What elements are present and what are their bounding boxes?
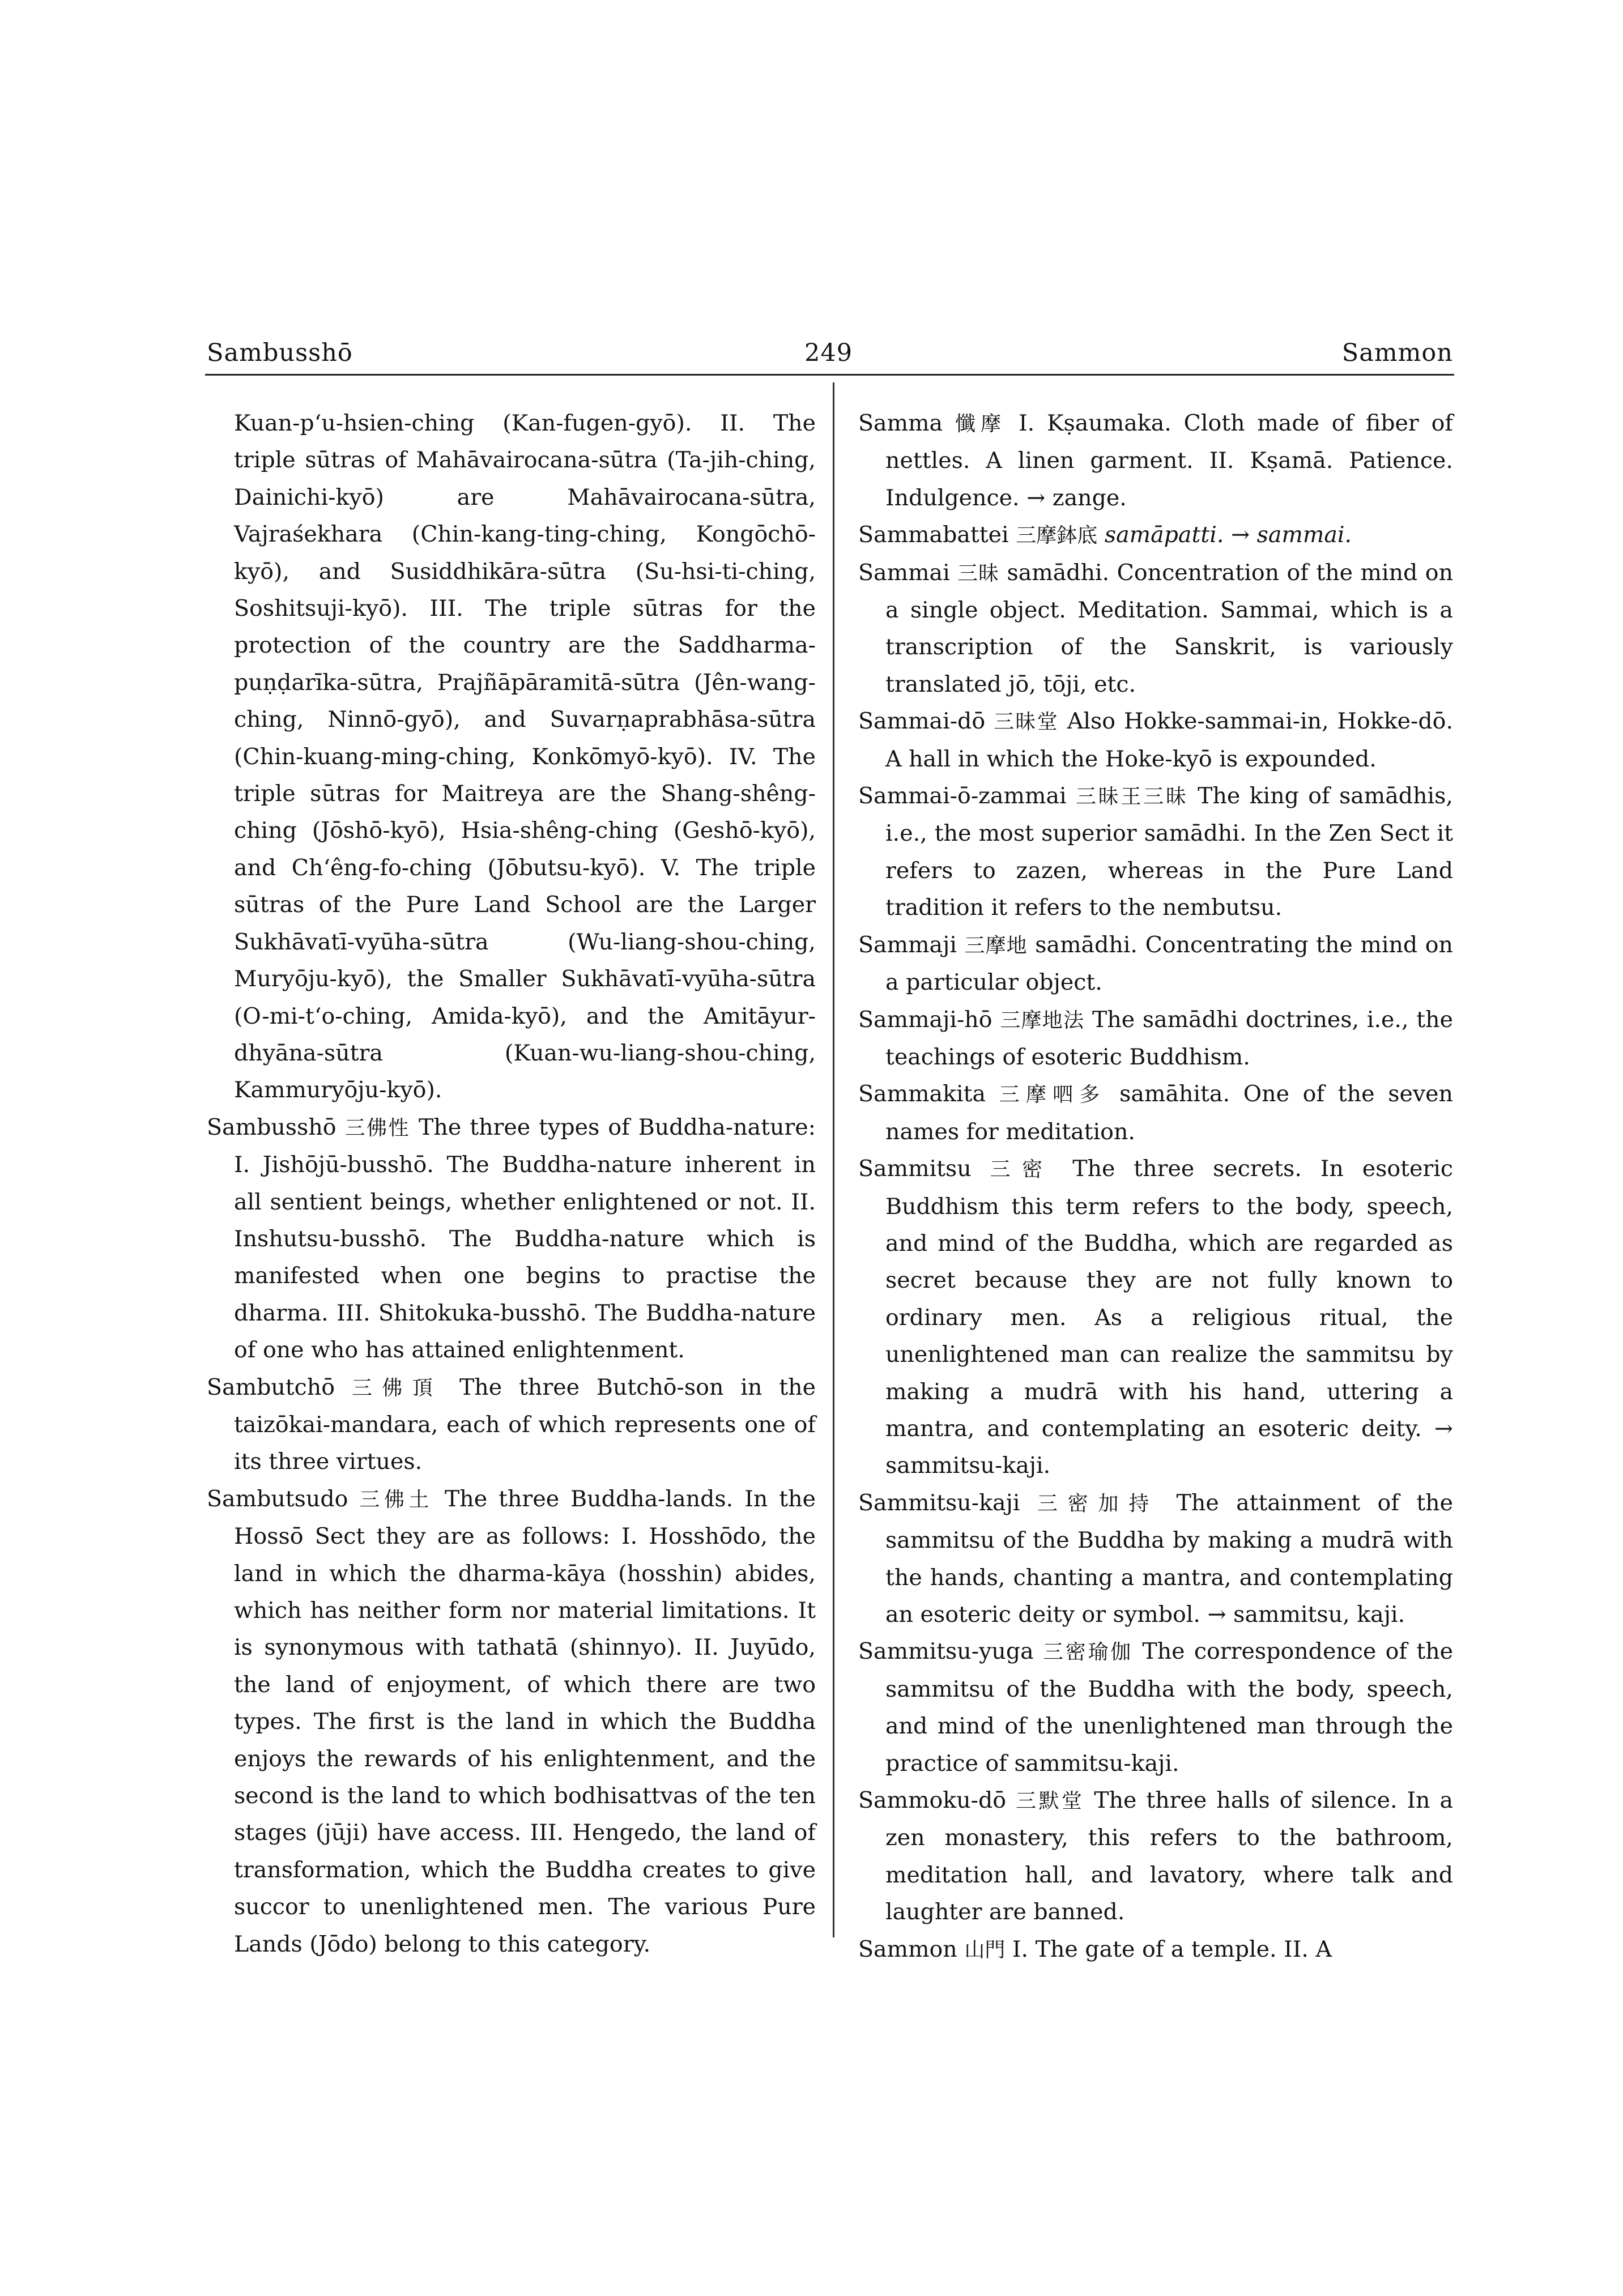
entry-definition: I. Kṣaumaka. Cloth made of fiber of nettles. A linen garment. II. Kṣamā. Patience. Indulgence. → zange.	[885, 410, 1453, 511]
entry-headword: Sammai-ō-zammai	[858, 783, 1067, 810]
column-divider	[833, 382, 834, 1937]
entry-sambutcho	[207, 1369, 816, 1481]
entry-definition: Also Hokke-sammai-in, Hokke-dō. A hall in which the Hoke-kyō is expounded.	[885, 708, 1453, 772]
entry-samma	[858, 405, 1453, 517]
entry-definition: samāhita. One of the seven names for meditation.	[885, 1081, 1453, 1145]
entry-sammakita	[858, 1076, 1453, 1151]
page-number: 249	[804, 339, 853, 367]
entry-headword: Samma	[858, 410, 943, 436]
entry-definition: The king of samādhis, i.e., the most superior samādhi. In the Zen Sect it refers to zazen, whereas in the Pure Land tradition it refers to the nembutsu.	[885, 783, 1453, 921]
entry-kanji: 三默堂	[1016, 1790, 1085, 1813]
entry-kanji: 三佛性	[344, 1116, 410, 1140]
entry-definition: The attainment of the sammitsu of the Buddha by making a mudrā with the hands, chanting a mantra, and contemplating an esoteric deity or symbol. → sammitsu, kaji.	[885, 1489, 1454, 1628]
entry-definition: samādhi. Concentration of the mind on a single object. Meditation. Sammai, which is a transcription of the Sanskrit, is variously translated jō, tōji, etc.	[885, 559, 1454, 697]
entry-headword: Sammaji-hō	[858, 1006, 992, 1033]
entry-headword: Sammai	[858, 559, 950, 586]
entry-sammaji	[858, 927, 1453, 1002]
entry-sambutsudo	[207, 1481, 816, 1963]
running-head-right: Sammon	[1341, 339, 1453, 367]
entry-headword: Sammitsu	[858, 1156, 972, 1182]
entry-sammabattei	[858, 517, 1453, 554]
entry-definition: I. The gate of a temple. II. A	[1012, 1936, 1332, 1962]
entry-kanji: 三摩呬多	[999, 1083, 1106, 1107]
entry-kanji: 三昧	[957, 561, 999, 585]
running-head-left: Sambusshō	[207, 339, 353, 367]
entry-definition: samādhi. Concentrating the mind on a particular object.	[885, 931, 1453, 996]
entry-headword: Sammaji	[858, 931, 957, 958]
entry-kanji: 三密加持	[1037, 1492, 1160, 1515]
entry-headword: Sammabattei	[858, 522, 1009, 548]
entry-kanji: 三昧王三昧	[1075, 785, 1189, 809]
entry-kanji: 三佛頂	[351, 1376, 443, 1400]
entry-headword: Sammoku-dō	[858, 1787, 1007, 1814]
continued-entry-text: Kuan-p‘u-hsien-ching (Kan-fugen-gyō). II. The triple sūtras of Mahāvairocana-sūtra (Ta-jih-ching, Dainichi-kyō) are Mahāvairocana-sūtra, Vajraśekhara (Chin-kang-ting-ching, Kongōchō-kyō), and Susiddhikāra-sūtra (Su-hsi-ti-ching, Soshitsuji-kyō). III. The triple sūtras for the protection of the country are the Saddharma-puṇḍarīka-sūtra, Prajñāpāramitā-sūtra (Jên-wang-ching, Ninnō-gyō), and Suvarṇaprabhāsa-sūtra (Chin-kuang-ming-ching, Konkōmyō-kyō). IV. The triple sūtras for Maitreya are the Shang-shêng-ching (Jōshō-kyō), Hsia-shêng-ching (Geshō-kyō), and Ch‘êng-fo-ching (Jōbutsu-kyō). V. The triple sūtras of the Pure Land School are the Larger Sukhāvatī-vyūha-sūtra (Wu-liang-shou-ching, Muryōju-kyō), the Smaller Sukhāvatī-vyūha-sūtra (O-mi-t‘o-ching, Amida-kyō), and the Amitāyur-dhyāna-sūtra (Kuan-wu-liang-shou-ching, Kammuryōju-kyō).	[234, 410, 816, 1104]
entry-headword: Sammon	[858, 1936, 957, 1962]
entry-sammon	[858, 1931, 1453, 1969]
header-rule	[205, 374, 1454, 376]
entry-definition: The three Butchō-son in the taizōkai-mandara, each of which represents one of its three virtues.	[234, 1374, 816, 1475]
entry-kanji: 三密	[990, 1158, 1054, 1182]
entry-headword: Sammai-dō	[858, 708, 986, 735]
entry-sammitsu-yuga	[858, 1633, 1453, 1782]
entry-kanji: 三摩鉢底	[1016, 524, 1098, 548]
entry-sammaji-ho	[858, 1002, 1453, 1076]
entry-kanji: 山門	[964, 1938, 1006, 1962]
entry-kanji: 三摩地法	[1000, 1008, 1085, 1032]
entry-headword: Sambusshō	[207, 1114, 336, 1140]
entry-kanji: 三摩地	[964, 934, 1028, 957]
entry-kanji: 三密瑜伽	[1043, 1641, 1134, 1664]
entry-definition: samāpatti. → sammai.	[1104, 522, 1352, 548]
entry-definition: The samādhi doctrines, i.e., the teachings of esoteric Buddhism.	[885, 1006, 1453, 1070]
entry-headword: Sammakita	[858, 1081, 986, 1107]
left-column	[207, 405, 816, 1963]
entry-headword: Sambutchō	[207, 1374, 335, 1400]
entry-kanji: 三昧堂	[994, 710, 1059, 734]
entry-sammoku-do	[858, 1782, 1453, 1931]
entry-sammai-do	[858, 703, 1453, 778]
entry-definition: The correspondence of the sammitsu of the Buddha with the body, speech, and mind of the unenlightened man through the practice of sammitsu-kaji.	[885, 1638, 1454, 1777]
entry-definition: The three secrets. In esoteric Buddhism this term refers to the body, speech, and mind of the Buddha, which are regarded as secret because they are not fully known to ordinary men. As a religious ritual, the unenlightened man can realize the sammitsu by making a mudrā with his hand, uttering a mantra, and contemplating an esoteric deity. → sammitsu-kaji.	[885, 1156, 1454, 1479]
entry-kanji: 三佛土	[359, 1488, 433, 1511]
entry-sammitsu	[858, 1151, 1453, 1485]
entry-definition: The three types of Buddha-nature: I. Jishōjū-busshō. The Buddha-nature inherent in all sentient beings, whether enlightened or not. II. Inshutsu-busshō. The Buddha-nature which is manifested when one begins to practise the dharma. III. Shitokuka-busshō. The Buddha-nature of one who has attained enlightenment.	[234, 1114, 816, 1364]
entry-definition: The three Buddha-lands. In the Hossō Sect they are as follows: I. Hosshōdo, the land in which the dharma-kāya (hosshin) abides, which has neither form nor material limitations. It is synonymous with tathatā (shinnyo). II. Juyūdo, the land of enjoyment, of which there are two types. The first is the land in which the Buddha enjoys the rewards of his enlightenment, and the second is the land to which bodhisattvas of the ten stages (jūji) have access. III. Hengedo, the land of transformation, which the Buddha creates to give succor to unenlightened men. The various Pure Lands (Jōdo) belong to this category.	[234, 1485, 816, 1957]
entry-headword: Sammitsu-kaji	[858, 1489, 1020, 1516]
entry-sammai-o-zammai	[858, 778, 1453, 927]
entry-headword: Sammitsu-yuga	[858, 1638, 1034, 1665]
entry-sammitsu-kaji	[858, 1485, 1453, 1634]
right-column	[858, 405, 1453, 1969]
entry-definition: The three halls of silence. In a zen monastery, this refers to the bathroom, meditation hall, and lavatory, where talk and laughter are banned.	[885, 1787, 1453, 1926]
entry-kanji: 懺摩	[955, 412, 1007, 436]
entry-headword: Sambutsudo	[207, 1485, 348, 1512]
entry-sambussho	[207, 1109, 816, 1369]
entry-sammai	[858, 555, 1453, 704]
